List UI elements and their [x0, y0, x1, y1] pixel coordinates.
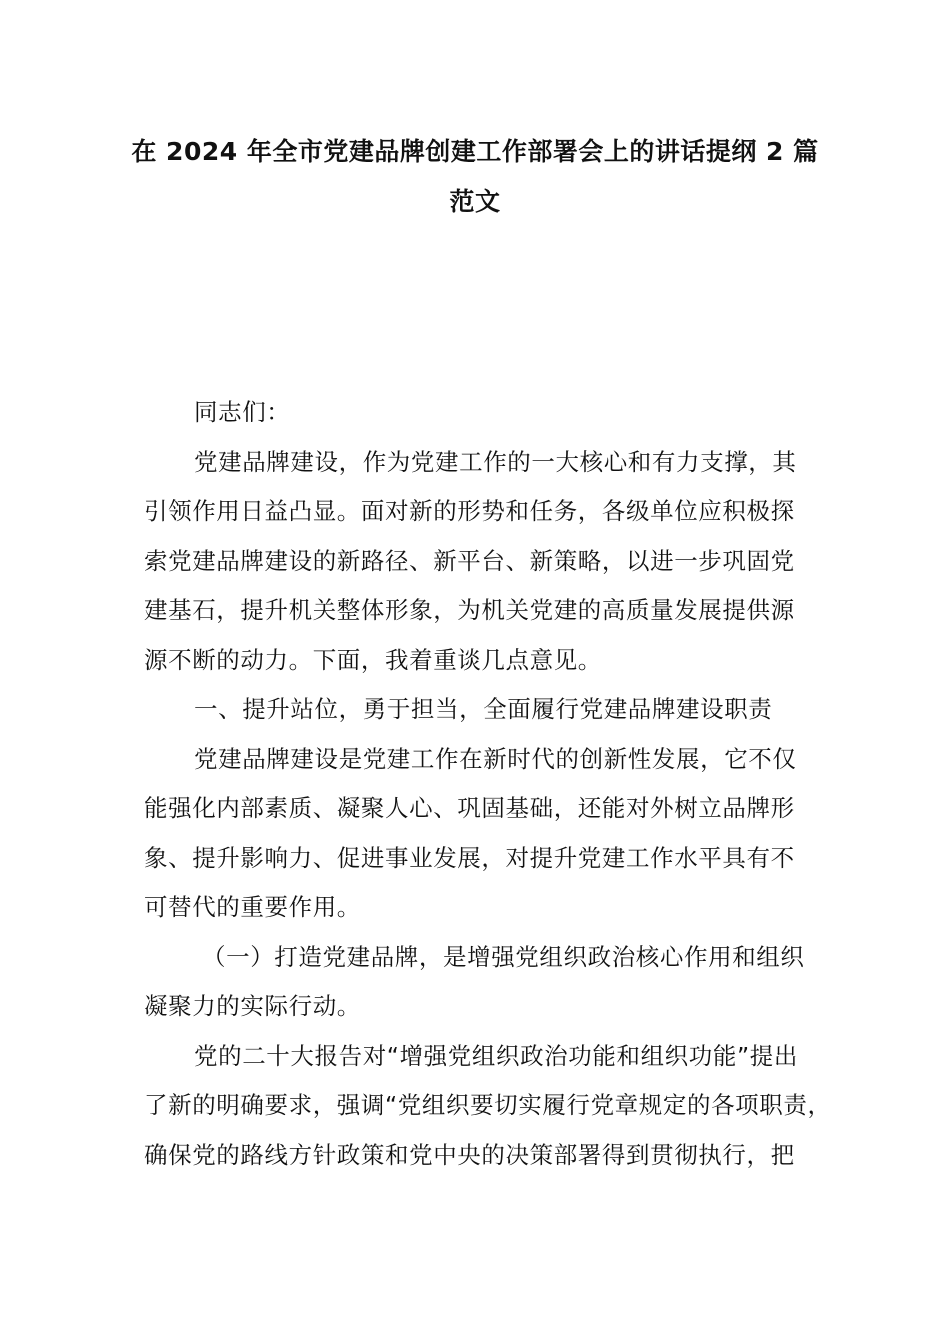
- document-body: [144, 388, 832, 1180]
- body-line: 党建品牌建设是党建工作在新时代的创新性发展，它不仅: [194, 744, 797, 773]
- body-line: 党建品牌建设，作为党建工作的一大核心和有力支撑，其: [194, 447, 797, 476]
- body-line: 可替代的重要作用。: [144, 893, 361, 921]
- body-line: 凝聚力的实际行动。: [144, 992, 361, 1020]
- subsection-heading: （一）打造党建品牌，是增强党组织政治核心作用和组织: [202, 942, 805, 971]
- body-line: 确保党的路线方针政策和党中央的决策部署得到贯彻执行，把: [144, 1140, 795, 1169]
- document-title-line-1: 在 2024 年全市党建品牌创建工作部署会上的讲话提纲 2 篇: [131, 137, 819, 166]
- body-line: 象、提升影响力、促进事业发展，对提升党建工作水平具有不: [144, 843, 795, 872]
- body-line: 党的二十大报告对“增强党组织政治功能和组织功能”提出: [194, 1041, 798, 1070]
- salutation: 同志们：: [194, 398, 291, 426]
- body-line: 源不断的动力。下面，我着重谈几点意见。: [144, 645, 602, 674]
- body-line: 引领作用日益凸显。面对新的形势和任务，各级单位应积极探: [144, 497, 795, 525]
- section-heading: 一、提升站位，勇于担当，全面履行党建品牌建设职责: [194, 695, 773, 723]
- body-line: 建基石，提升机关整体形象，为机关党建的高质量发展提供源: [144, 596, 795, 624]
- body-line: 了新的明确要求，强调“党组织要切实履行党章规定的各项职责，: [144, 1091, 832, 1119]
- document-title-line-2: 范文: [449, 187, 501, 216]
- body-line: 能强化内部素质、凝聚人心、巩固基础，还能对外树立品牌形: [144, 794, 795, 822]
- body-line: 索党建品牌建设的新路径、新平台、新策略，以进一步巩固党: [144, 546, 795, 575]
